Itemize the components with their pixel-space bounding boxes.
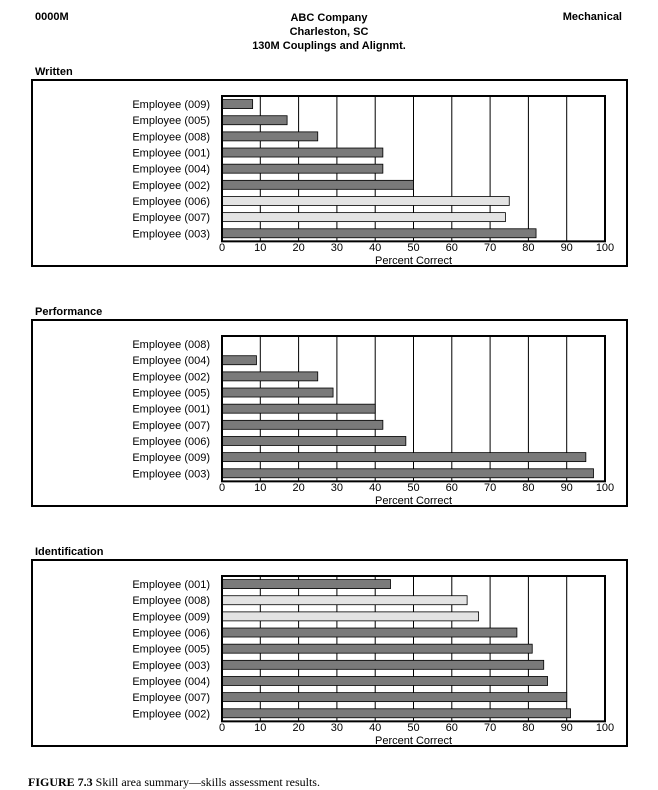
tick-label: 80 [522, 242, 535, 254]
tick-label: 60 [445, 722, 458, 734]
category-label: Employee (007) [132, 692, 210, 705]
bar [222, 676, 548, 685]
performance-section-title: Performance [35, 306, 103, 318]
tick-label: 20 [292, 722, 305, 734]
category-label: Employee (004) [132, 675, 210, 688]
tick-label: 70 [483, 482, 497, 494]
category-label: Employee (009) [132, 99, 210, 112]
bar [222, 404, 375, 413]
bar [222, 596, 467, 605]
tick-label: 10 [254, 722, 267, 734]
bar [222, 372, 318, 381]
figure-caption-text: Skill area summary—skills assessment results. [95, 775, 320, 789]
course-name: 130M Couplings and Alignmt. [252, 40, 406, 52]
bar [222, 132, 318, 141]
tick-label: 60 [445, 482, 458, 494]
bar [222, 388, 333, 397]
tick-label: 0 [218, 722, 226, 734]
category-label: Employee (004) [132, 163, 210, 176]
department-name: Mechanical [562, 11, 622, 23]
company-location: Charleston, SC [289, 26, 369, 38]
bar [222, 229, 536, 238]
bar [222, 644, 532, 653]
tick-label: 30 [330, 722, 344, 734]
written-chart-panel [31, 79, 628, 267]
tick-label: 30 [330, 482, 344, 494]
category-label: Employee (002) [132, 371, 210, 384]
category-label: Employee (001) [132, 579, 210, 592]
category-label: Employee (008) [132, 339, 210, 352]
bar [222, 469, 594, 478]
bar [222, 580, 391, 589]
bar [222, 709, 571, 718]
bar [222, 164, 383, 173]
category-label: Employee (001) [132, 147, 210, 160]
tick-label: 70 [483, 242, 497, 254]
tick-label: 50 [407, 242, 420, 254]
tick-label: 10 [254, 242, 267, 254]
tick-label: 80 [522, 722, 535, 734]
category-label: Employee (006) [132, 627, 210, 640]
report-heading [0, 11, 658, 53]
bar [222, 660, 544, 669]
report-code: 0000M [35, 11, 69, 23]
bar [222, 116, 287, 125]
category-label: Employee (006) [132, 195, 210, 208]
bar [222, 100, 253, 109]
tick-label: 100 [595, 242, 615, 254]
tick-label: 40 [369, 722, 382, 734]
performance-chart [31, 319, 628, 507]
tick-label: 60 [445, 242, 458, 254]
tick-label: 0 [218, 242, 226, 254]
performance-chart-panel [31, 319, 628, 507]
bar [222, 453, 586, 462]
category-label: Employee (002) [132, 179, 210, 192]
company-name: ABC Company [290, 12, 368, 24]
figure-caption-label: FIGURE 7.3 [28, 775, 93, 789]
category-label: Employee (009) [132, 452, 210, 465]
bar [222, 148, 383, 157]
bar [222, 196, 509, 205]
x-axis-title: Percent Correct [374, 735, 453, 747]
category-label: Employee (003) [132, 659, 210, 672]
bar [222, 420, 383, 429]
tick-label: 40 [369, 482, 382, 494]
tick-label: 100 [595, 722, 615, 734]
category-label: Employee (007) [132, 212, 210, 225]
category-label: Employee (002) [132, 708, 210, 721]
written-section-title: Written [35, 66, 73, 78]
category-label: Employee (004) [132, 355, 210, 368]
tick-label: 10 [254, 482, 267, 494]
identification-chart [31, 559, 628, 747]
category-label: Employee (008) [132, 131, 210, 144]
identification-section-title: Identification [35, 546, 104, 558]
tick-label: 100 [595, 482, 615, 494]
category-label: Employee (003) [132, 468, 210, 481]
category-label: Employee (009) [132, 611, 210, 624]
tick-label: 90 [560, 242, 573, 254]
category-label: Employee (005) [132, 643, 210, 656]
written-chart [31, 79, 628, 267]
bar [222, 180, 414, 189]
bar [222, 628, 517, 637]
category-label: Employee (001) [132, 403, 210, 416]
tick-label: 80 [522, 482, 535, 494]
x-axis-title: Percent Correct [374, 255, 453, 267]
x-axis-title: Percent Correct [374, 495, 453, 507]
bar [222, 356, 256, 365]
bar [222, 612, 479, 621]
bar [222, 436, 406, 445]
category-label: Employee (005) [132, 115, 210, 128]
bar [222, 693, 567, 702]
category-label: Employee (005) [132, 387, 210, 400]
tick-label: 50 [407, 722, 420, 734]
tick-label: 30 [330, 242, 344, 254]
identification-chart-panel [31, 559, 628, 747]
bar [222, 213, 505, 222]
tick-label: 20 [292, 482, 305, 494]
tick-label: 20 [292, 242, 305, 254]
tick-label: 90 [560, 482, 573, 494]
tick-label: 50 [407, 482, 420, 494]
category-label: Employee (008) [132, 595, 210, 608]
category-label: Employee (006) [132, 435, 210, 448]
figure-caption [28, 775, 320, 790]
tick-label: 0 [218, 482, 226, 494]
category-label: Employee (003) [132, 228, 210, 241]
tick-label: 70 [483, 722, 497, 734]
category-label: Employee (007) [132, 419, 210, 432]
tick-label: 90 [560, 722, 573, 734]
tick-label: 40 [369, 242, 382, 254]
